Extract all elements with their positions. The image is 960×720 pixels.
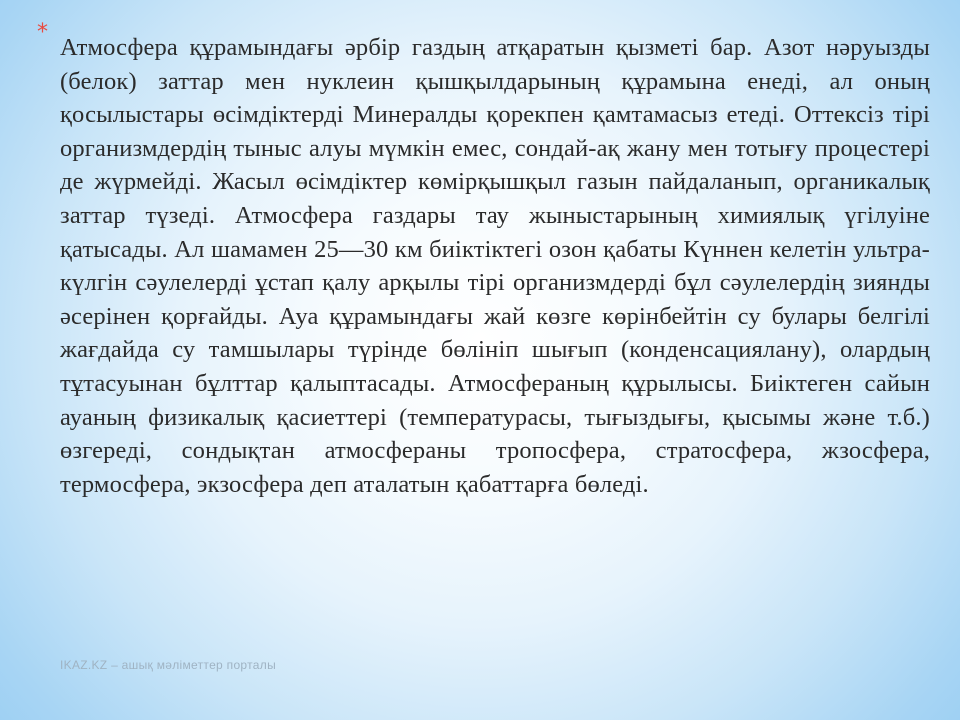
bullet-asterisk: * <box>37 20 48 45</box>
footer-credit: IKAZ.KZ – ашық мәліметтер порталы <box>60 658 276 672</box>
body-paragraph: Атмосфера құрамындағы әрбір газдың атқаратын қызметі бар. Азот нәруызды (белок) заттар мен нуклеин қышқылдарының құрамына енеді, ал оның қосылыстары өсімдіктерді Минералды қорекпен қамтамасыз етеді. Оттексіз тірі организмдердің тыныс алуы мүмкін емес, сондай-ақ жану мен тотығу процестері де жүрмейді. Жасыл өсімдіктер көмірқышқыл газын пайдаланып, органикалық заттар түзеді. Атмосфера газдары тау жыныстарының химиялық үгілуіне қатысады. Ал шамамен 25—30 км биіктіктегі озон қабаты Күннен келетін ультра-күлгін сәулелерді ұстап қалу арқылы тірі организмдерді бұл сәулелердің зиянды әсерінен қорғайды. Ауа құрамындағы жай көзге көрінбейтін су булары белгілі жағдайда су тамшылары түрінде бөлініп шығып (конденсациялану), олардың тұтасуынан бұлттар қалыптасады. Атмосфераның құрылысы. Биіктеген сайын ауаның физикалық қасиеттері (температурасы, тығыздығы, қысымы және т.б.) өзгереді, сондықтан атмосфераны тропосфера, стратосфера, жзосфера, термосфера, экзосфера деп аталатын қабаттарға бөледі. <box>60 34 930 498</box>
